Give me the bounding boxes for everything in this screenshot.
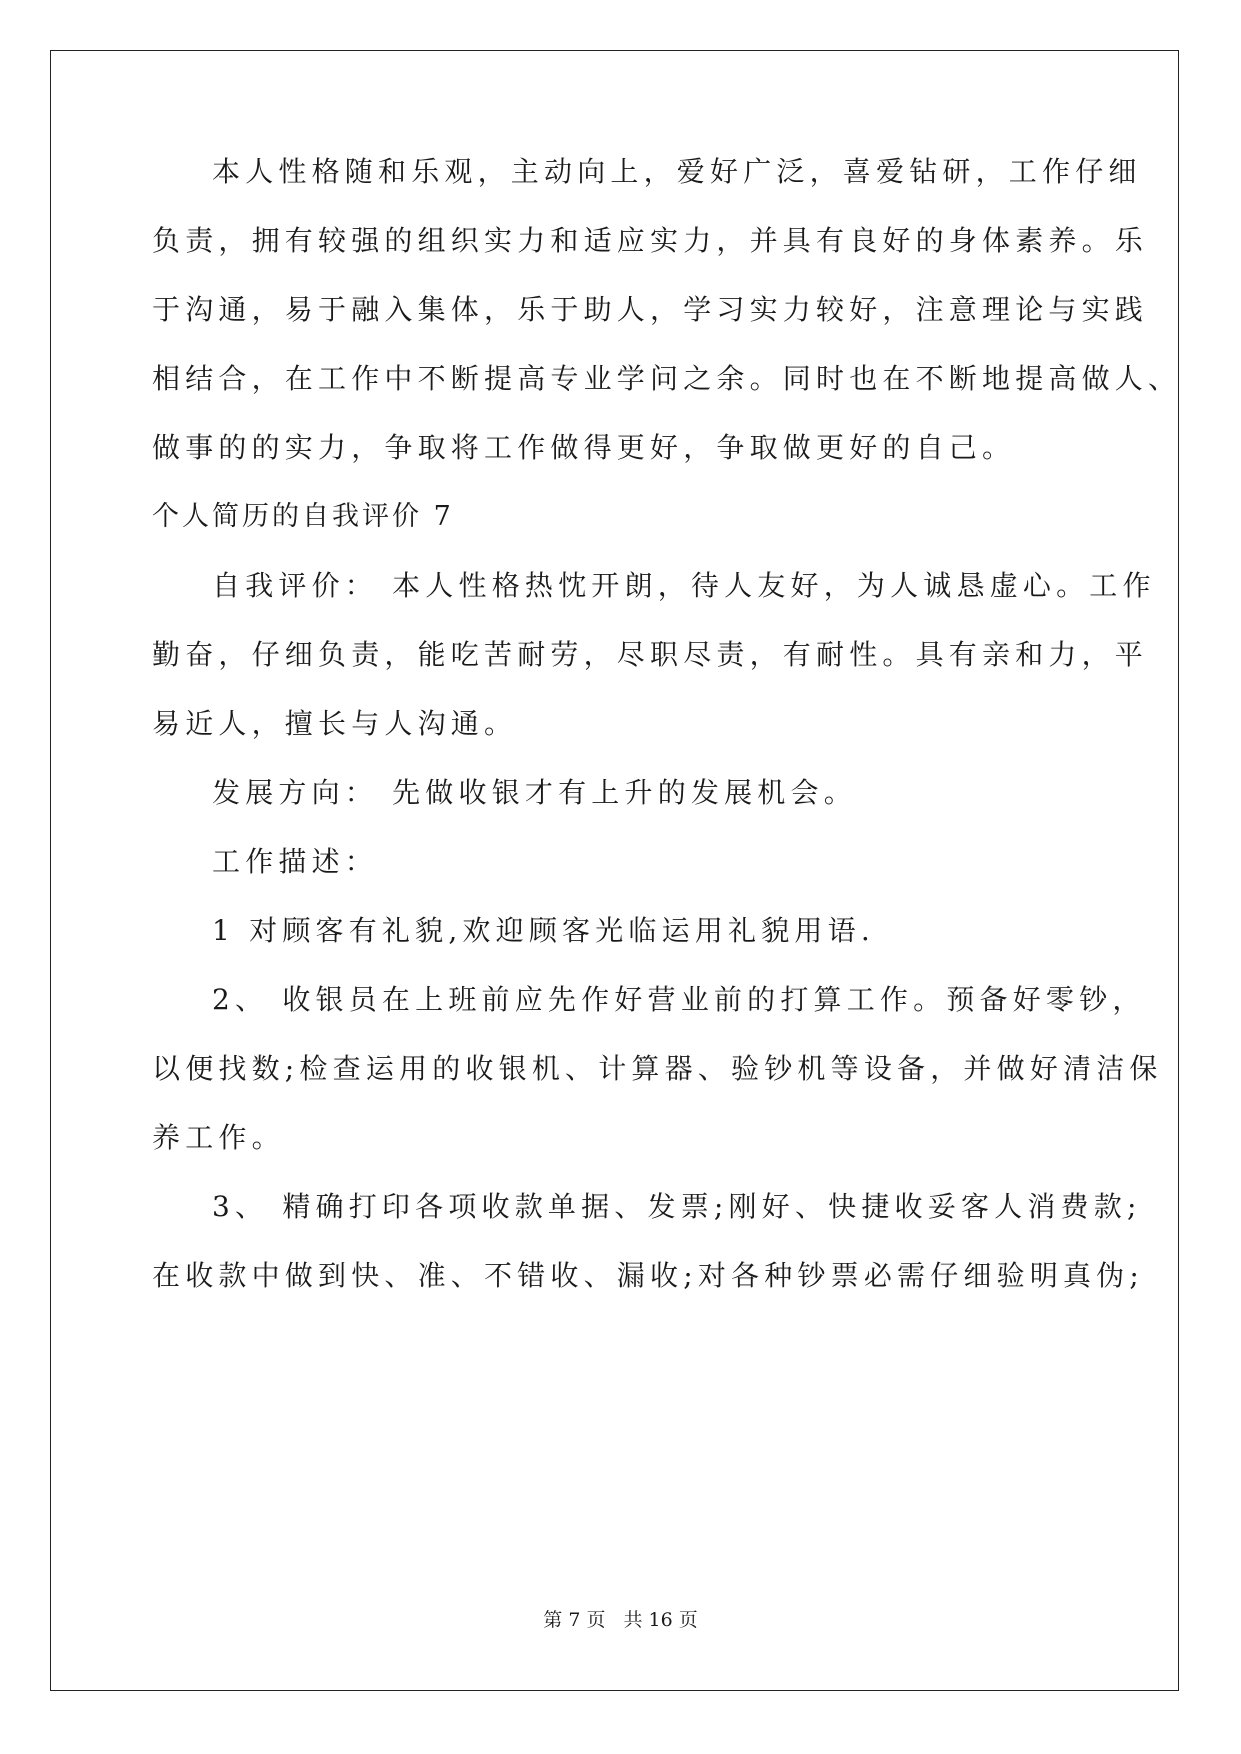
paragraph-line: 本人性格随和乐观，主动向上，爱好广泛，喜爱钻研，工作仔细	[212, 155, 1142, 188]
list-item: 2、 收银员在上班前应先作好营业前的打算工作。预备好零钞，	[212, 983, 1146, 1016]
paragraph-line: 做事的的实力，争取将工作做得更好，争取做更好的自己。	[152, 431, 1016, 464]
paragraph-line: 自我评价： 本人性格热忱开朗，待人友好，为人诚恳虚心。工作	[212, 569, 1156, 602]
paragraph-line: 养工作。	[152, 1121, 285, 1154]
paragraph-line: 以便找数;检查运用的收银机、计算器、验钞机等设备，并做好清洁保	[152, 1052, 1163, 1085]
paragraph-line: 在收款中做到快、准、不错收、漏收;对各种钞票必需仔细验明真伪;	[152, 1259, 1145, 1292]
list-item: 1 对顾客有礼貌,欢迎顾客光临运用礼貌用语.	[212, 914, 875, 947]
job-description-label: 工作描述：	[212, 845, 379, 878]
page-footer	[0, 1609, 1241, 1631]
total-pages: 共 16 页	[623, 1609, 698, 1631]
paragraph-line: 于沟通，易于融入集体，乐于助人，学习实力较好，注意理论与实践	[152, 293, 1149, 326]
development-direction: 发展方向： 先做收银才有上升的发展机会。	[212, 776, 857, 809]
paragraph-line: 相结合，在工作中不断提高专业学问之余。同时也在不断地提高做人、	[152, 362, 1182, 395]
section-heading: 个人简历的自我评价 7	[152, 501, 454, 532]
list-item: 3、 精确打印各项收款单据、发票;刚好、快捷收妥客人消费款;	[212, 1190, 1142, 1223]
page-number: 第 7 页	[543, 1609, 606, 1631]
paragraph-line: 勤奋，仔细负责，能吃苦耐劳，尽职尽责，有耐性。具有亲和力，平	[152, 638, 1149, 671]
paragraph-line: 易近人，擅长与人沟通。	[152, 707, 518, 740]
paragraph-line: 负责，拥有较强的组织实力和适应实力，并具有良好的身体素养。乐	[152, 224, 1149, 257]
